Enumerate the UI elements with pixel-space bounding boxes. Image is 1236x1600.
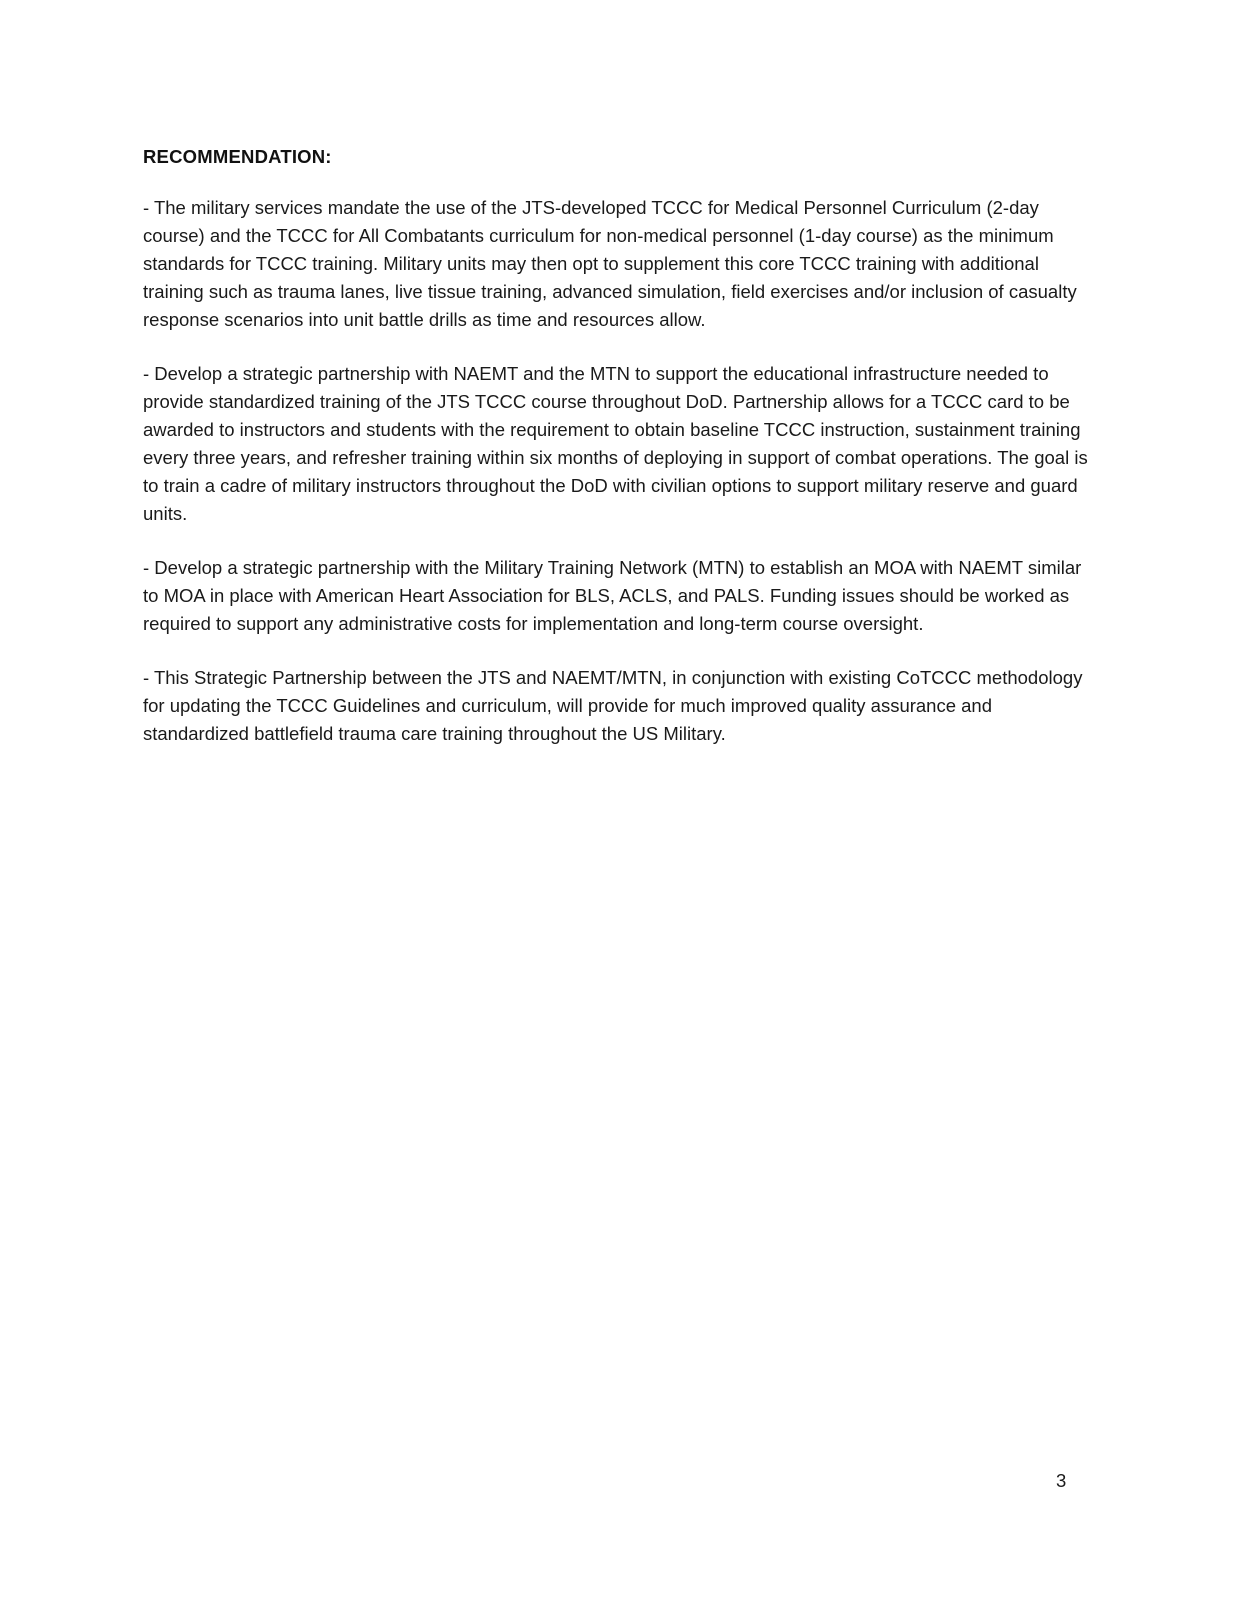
document-content — [143, 146, 1093, 774]
page-number: 3 — [1056, 1470, 1067, 1491]
paragraph-strategic-partnership-summary: - This Strategic Partnership between the JTS and NAEMT/MTN, in conjunction with existing CoTCCC methodology for updating the TCCC Guidelines and curriculum, will provide for much improved quality assurance and standardized battlefield trauma care training throughout the US Military. — [143, 667, 1083, 744]
paragraph-partnership-naemt-mtn: - Develop a strategic partnership with NAEMT and the MTN to support the educational infrastructure needed to provide standardized training of the JTS TCCC course throughout DoD. Partnership allows for a TCCC card to be awarded to instructors and students with the requirement to obtain baseline TCCC instruction, sustainment training every three years, and refresher training within six months of deploying in support of combat operations. The goal is to train a cadre of military instructors throughout the DoD with civilian options to support military reserve and guard units. — [143, 363, 1088, 524]
document-heading: RECOMMENDATION: — [143, 146, 332, 167]
paragraph-partnership-mtn-moa: - Develop a strategic partnership with the Military Training Network (MTN) to establish an MOA with NAEMT similar to MOA in place with American Heart Association for BLS, ACLS, and PALS. Funding issues should be worked as required to support any administrative costs for implementation and long-term course oversight. — [143, 557, 1082, 634]
paragraph-mandate-tccc-curriculum: - The military services mandate the use of the JTS-developed TCCC for Medical Personnel Curriculum (2-day course) and the TCCC for All Combatants curriculum for non-medical personnel (1-day course) as the minimum standards for TCCC training. Military units may then opt to supplement this core TCCC training with additional training such as trauma lanes, live tissue training, advanced simulation, field exercises and/or inclusion of casualty response scenarios into unit battle drills as time and resources allow. — [143, 197, 1077, 330]
